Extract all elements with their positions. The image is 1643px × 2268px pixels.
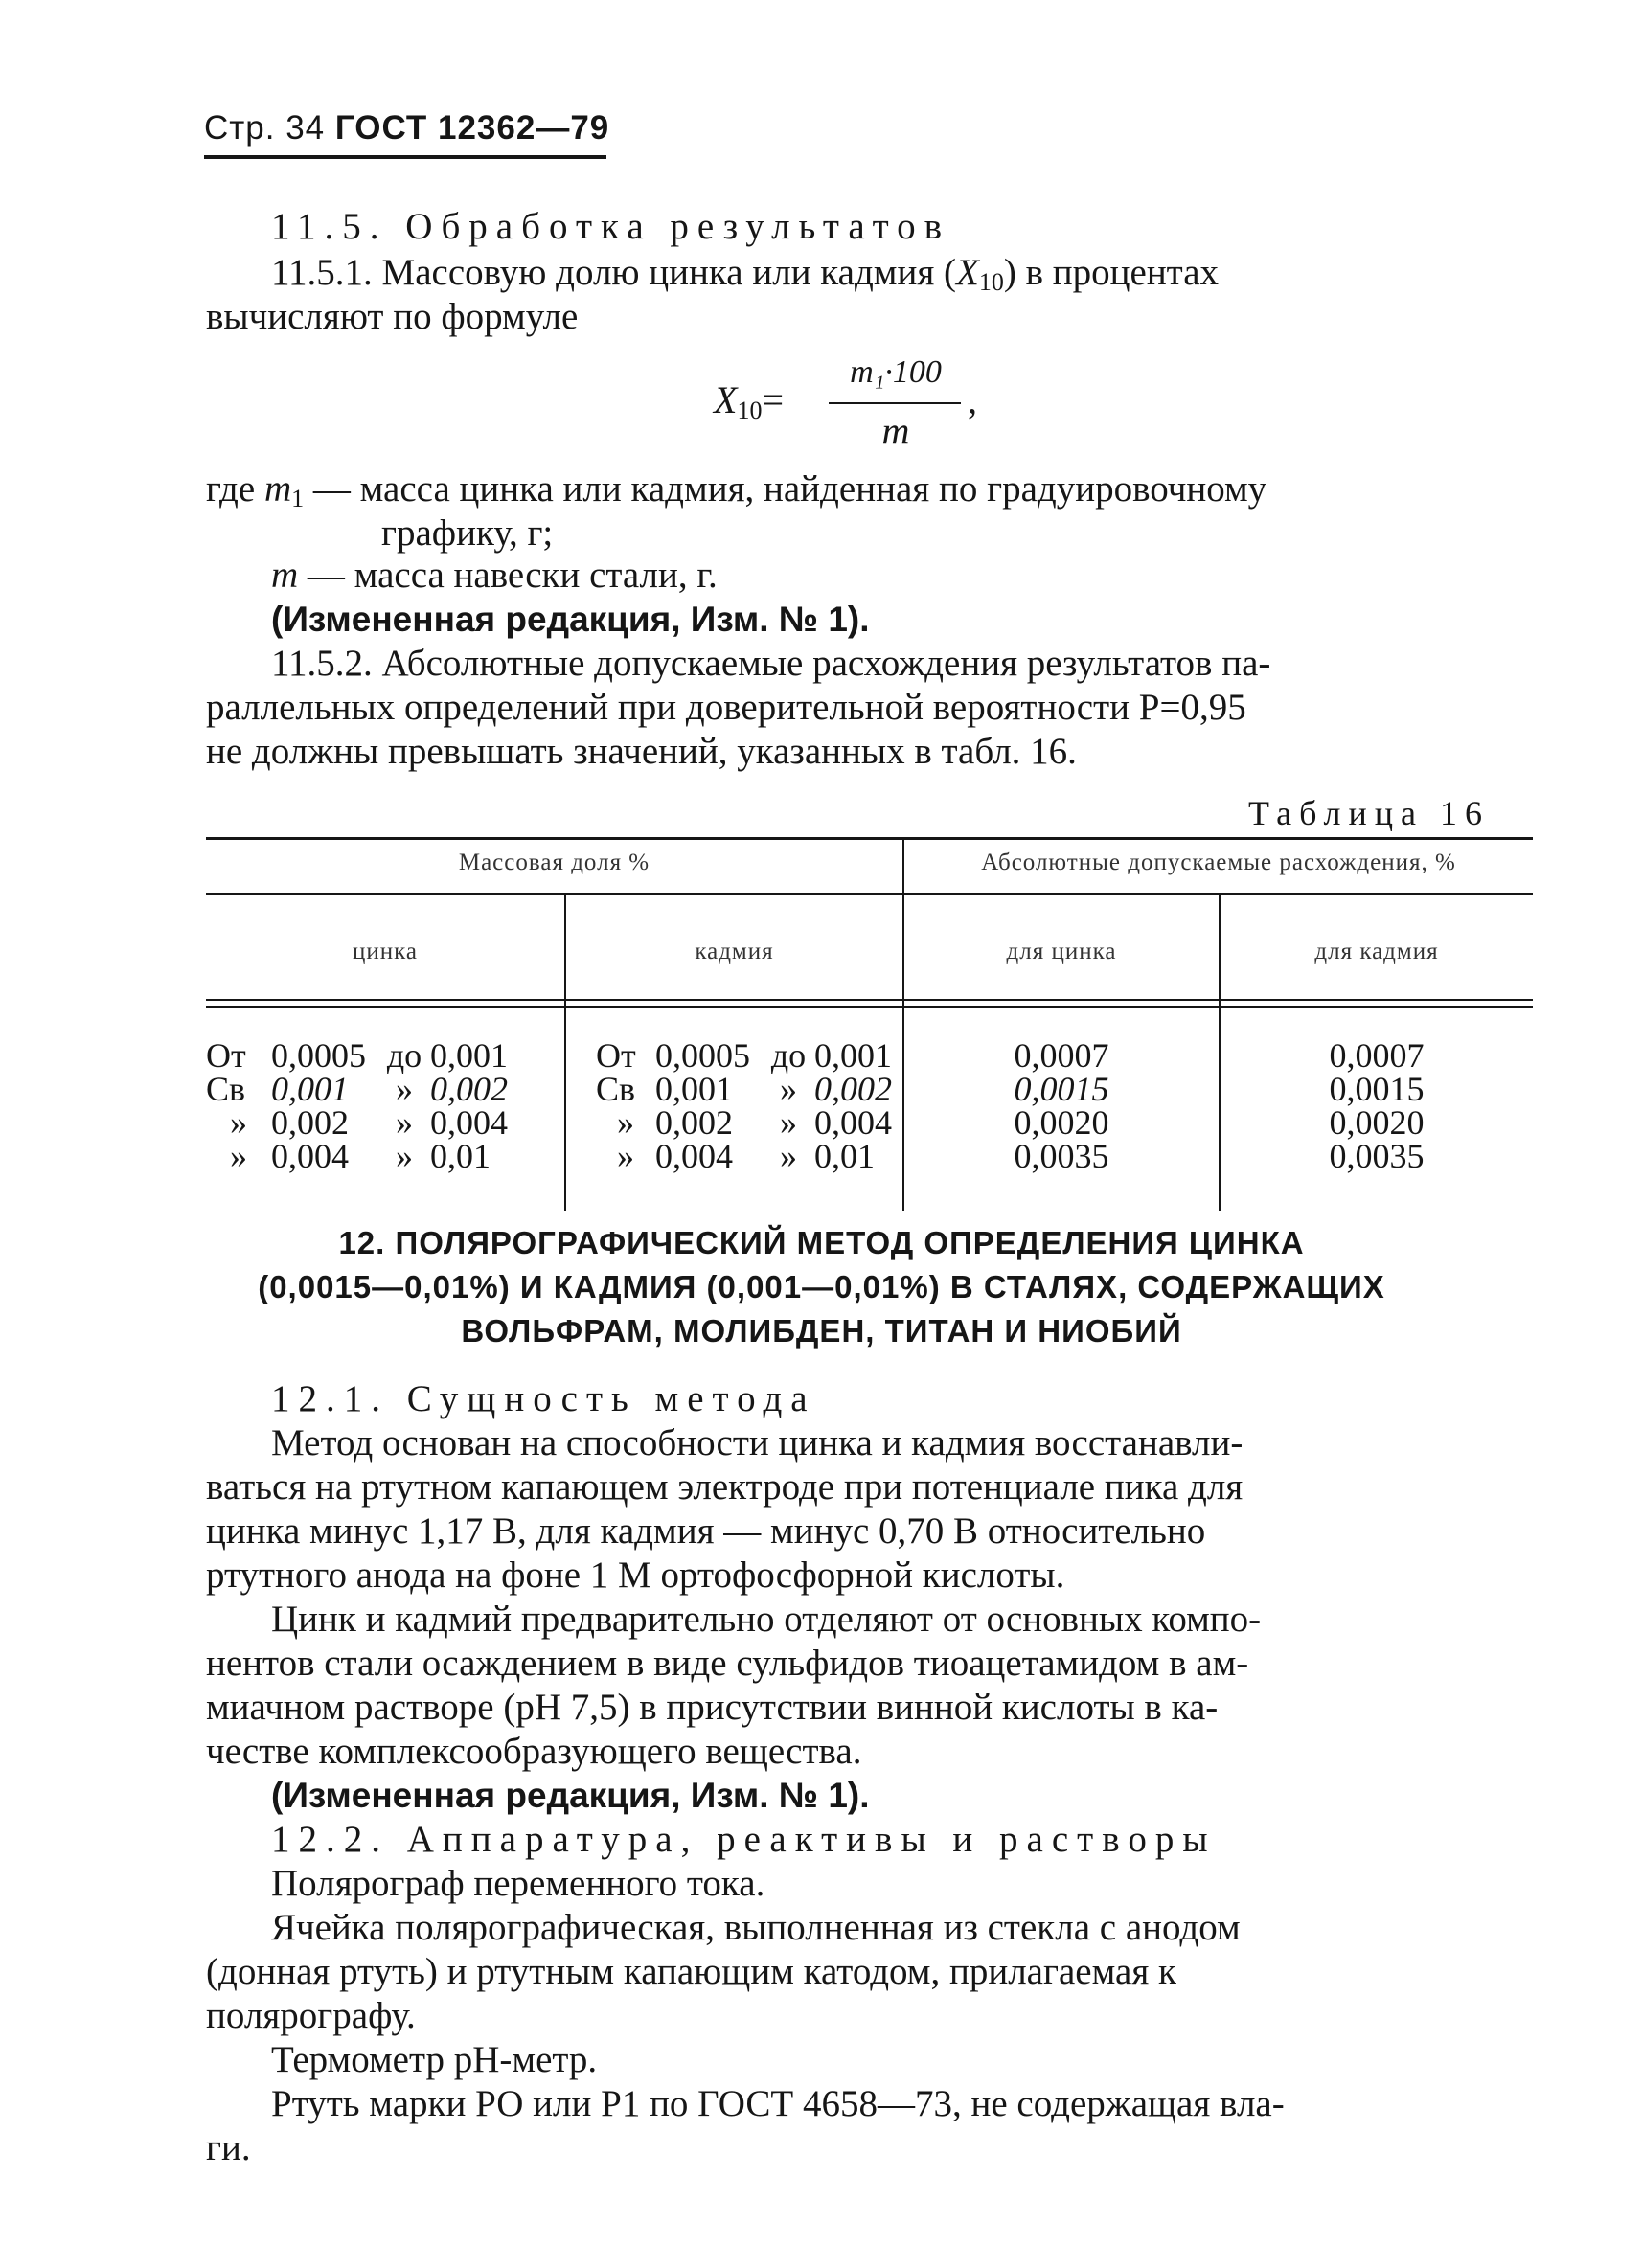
table-header-rule: [206, 893, 1533, 895]
item-mercury-line2: ги.: [206, 2127, 251, 2168]
header-for-zinc: для цинка: [1006, 939, 1117, 964]
paragraph-12-1-line1: Метод основан на способности цинка и кадмия восстанавли-: [271, 1422, 1244, 1463]
col-dev-zinc: [904, 1036, 1219, 1175]
paragraph-11-5-2-line1: 11.5.2. Абсолютные допускаемые расхождения результатов па-: [271, 643, 1271, 684]
col-dev-cadmium: [1221, 1036, 1533, 1175]
col-cadmium-range: [596, 1036, 901, 1175]
header-mass-fraction: Массовая доля %: [458, 850, 650, 875]
item-thermometer: Термометр рН-метр.: [271, 2039, 598, 2080]
paragraph-12-1-line2: ваться на ртутном капающем электроде при потенциале пика для: [206, 1466, 1244, 1508]
table-cell: 0,0020: [1329, 1103, 1425, 1142]
paragraph-11-5-2-line2: раллельных определений при доверительной вероятности Р=0,95: [206, 687, 1246, 728]
paragraph-11-5-2-line3: не должны превышать значений, указанных в табл. 16.: [206, 731, 1077, 772]
table-row: » 0,004 » 0,01: [230, 1137, 491, 1175]
table-row: » 0,002 » 0,004: [617, 1103, 892, 1142]
header-for-cadmium: для кадмия: [1314, 939, 1439, 964]
header-zinc: цинка: [352, 939, 418, 964]
table-cell: 0,0015: [1329, 1070, 1425, 1108]
formula-x10: $X_{10}=$ m₁·100 m ,: [714, 354, 977, 452]
formula-denominator: m: [881, 409, 910, 452]
where-m1: где $m_1$ — масса цинка или кадмия, найденная по градуировочному: [206, 468, 1267, 512]
header-rule: [204, 155, 606, 159]
item-cell-line3: полярографу.: [206, 1995, 416, 2036]
paragraph-12-1-line3: цинка минус 1,17 В, для кадмия — минус 0,70 В относительно: [206, 1510, 1206, 1552]
item-mercury-line1: Ртуть марки РО или Р1 по ГОСТ 4658—73, не содержащая вла-: [271, 2083, 1285, 2124]
item-polarograph: Полярограф переменного тока.: [271, 1863, 765, 1904]
table-cell: 0,0015: [1014, 1070, 1109, 1108]
table-row: Св 0,001 » 0,002: [206, 1070, 508, 1108]
where-m1-cont: графику, г;: [381, 512, 554, 554]
table-cell: 0,0035: [1329, 1137, 1425, 1175]
paragraph-12-1b-line4: честве комплексообразующего вещества.: [206, 1731, 862, 1772]
table-row: Св 0,001 » 0,002: [596, 1070, 892, 1108]
col-zinc-range: [206, 1036, 522, 1175]
table-row: » 0,002 » 0,004: [230, 1103, 508, 1142]
header-cadmium: кадмия: [695, 939, 774, 964]
header-abs-deviation: Абсолютные допускаемые расхождения, %: [981, 850, 1456, 875]
table-header-bottom-rule-a: [206, 999, 1533, 1001]
section-11-5-title: 11.5. Обработка результатов: [271, 206, 951, 247]
item-cell-line1: Ячейка полярографическая, выполненная из стекла с анодом: [271, 1907, 1241, 1948]
item-cell-line2: (донная ртуть) и ртутным капающим катодом, прилагаемая к: [206, 1951, 1176, 1992]
table-cell: 0,0007: [1014, 1036, 1109, 1075]
paragraph-12-1b-line2: нентов стали осаждением в виде сульфидов тиоацетамидом в ам-: [206, 1643, 1249, 1684]
table-cell: 0,0007: [1329, 1036, 1425, 1075]
table-cell: 0,0020: [1014, 1103, 1109, 1142]
standard-code: ГОСТ 12362—79: [334, 109, 610, 147]
fraction-bar: [829, 402, 961, 404]
edition-note-1: (Измененная редакция, Изм. № 1).: [271, 600, 870, 639]
where-m: m — масса навески стали, г.: [271, 555, 718, 596]
paragraph-12-1b-line3: миачном растворе (рН 7,5) в присутствии винной кислоты в ка-: [206, 1687, 1219, 1728]
formula-numerator: m₁·100: [850, 354, 942, 390]
table-row: От 0,0005 до 0,001: [596, 1036, 892, 1075]
paragraph-11-5-1-line2: вычисляют по формуле: [206, 296, 579, 337]
edition-note-2: (Измененная редакция, Изм. № 1).: [271, 1776, 870, 1815]
section-12-heading: 12. ПОЛЯРОГРАФИЧЕСКИЙ МЕТОД ОПРЕДЕЛЕНИЯ ЦИНКА (0,0015—0,01%) И КАДМИЯ (0,001—0,01%) В СТАЛЯХ, СОДЕРЖАЩИХ ВОЛЬФРАМ, МОЛИБДЕН, ТИТАН И НИОБИЙ: [258, 1225, 1385, 1349]
table-cell: 0,0035: [1014, 1137, 1109, 1175]
p1-text: 11.5.1. Массовую долю цинка или кадмия $(X_{10})$ в процентах: [271, 252, 1220, 296]
table-caption: Таблица 16: [1248, 794, 1490, 832]
paragraph-12-1b-line1: Цинк и кадмий предварительно отделяют от основных компо-: [271, 1599, 1262, 1640]
section-12-1-title: 12.1. Сущность метода: [271, 1378, 816, 1419]
page-header: [204, 109, 609, 147]
paragraph-12-1-line4: ртутного анода на фоне 1 М ортофосфорной кислоты.: [206, 1554, 1065, 1596]
page-number: Стр. 34: [204, 109, 326, 147]
table-top-rule: [206, 837, 1533, 840]
table-row: » 0,004 » 0,01: [617, 1137, 875, 1175]
section-12-2-title: 12.2. Аппаратура, реактивы и растворы: [271, 1819, 1217, 1860]
table-row: От 0,0005 до 0,001: [206, 1036, 508, 1075]
table-header-bottom-rule-b: [206, 1006, 1533, 1008]
